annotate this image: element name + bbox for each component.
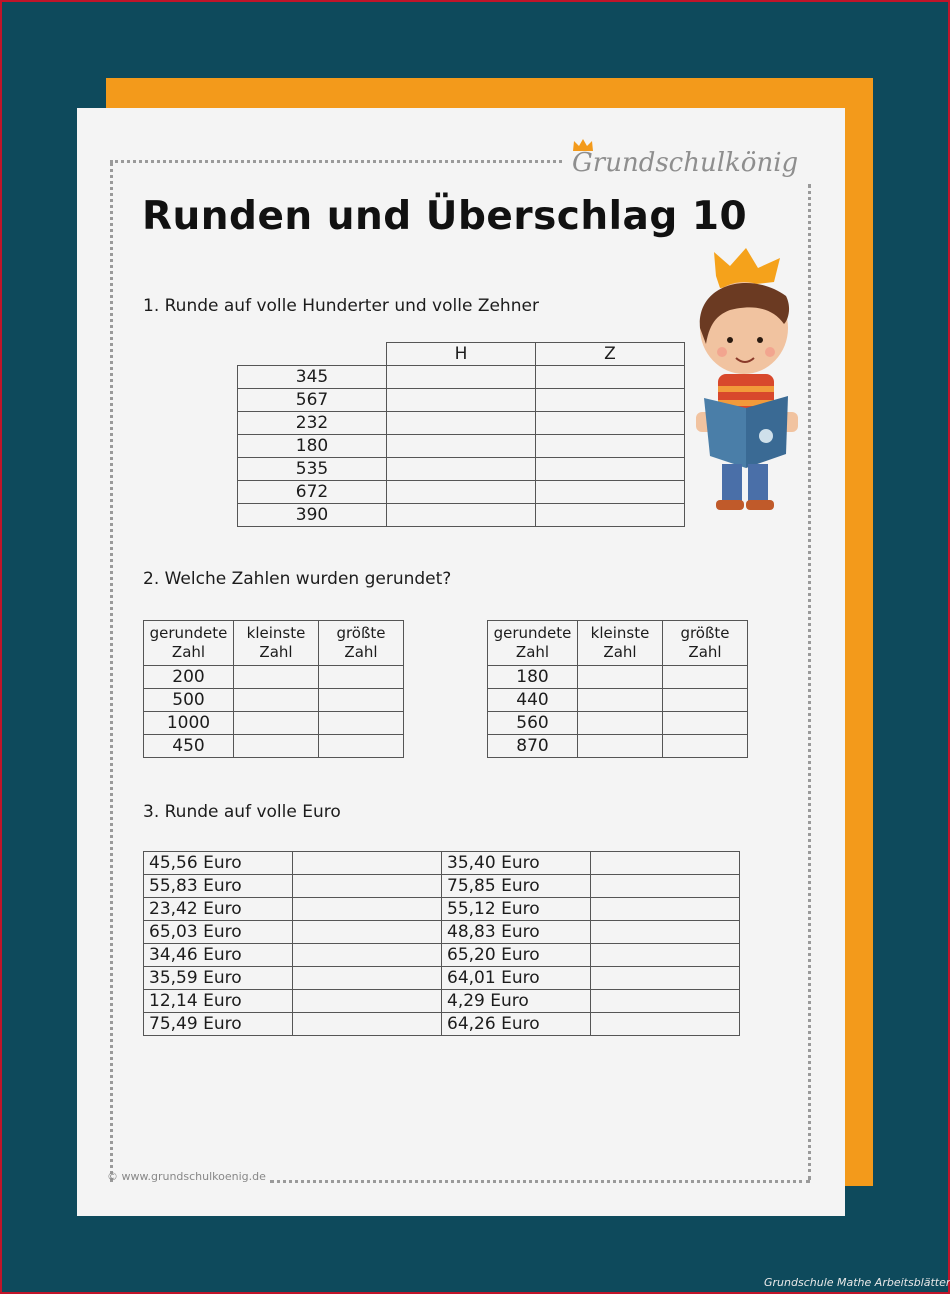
answer-cell-z[interactable]: [536, 435, 685, 458]
table-row: [238, 366, 685, 389]
crown-icon: [714, 248, 780, 288]
amount-cell: 12,14 Euro: [144, 990, 293, 1013]
amount-cell: 23,42 Euro: [144, 898, 293, 921]
number-cell: 535: [238, 458, 387, 481]
table-row: [144, 875, 740, 898]
table-row: [144, 712, 404, 735]
answer-cell[interactable]: [663, 689, 748, 712]
table-row: [238, 389, 685, 412]
number-cell: 345: [238, 366, 387, 389]
table-row: [144, 666, 404, 689]
answer-cell[interactable]: [319, 735, 404, 758]
amount-cell: 45,56 Euro: [144, 852, 293, 875]
rounded-value: 200: [144, 666, 234, 689]
table-row: [144, 921, 740, 944]
task3-heading: 3. Runde auf volle Euro: [143, 802, 341, 822]
amount-cell: 48,83 Euro: [442, 921, 591, 944]
amount-cell: 55,12 Euro: [442, 898, 591, 921]
answer-cell-z[interactable]: [536, 389, 685, 412]
dotted-border-top: [110, 160, 562, 163]
task2-table-left: [143, 620, 404, 758]
rounded-value: 1000: [144, 712, 234, 735]
table-row: [144, 944, 740, 967]
table-row: [488, 712, 748, 735]
answer-cell[interactable]: [663, 666, 748, 689]
table-row: [144, 990, 740, 1013]
answer-cell-z[interactable]: [536, 458, 685, 481]
answer-cell[interactable]: [319, 689, 404, 712]
number-cell: 567: [238, 389, 387, 412]
answer-cell[interactable]: [591, 967, 740, 990]
table-row: [144, 689, 404, 712]
answer-cell[interactable]: [591, 944, 740, 967]
answer-cell[interactable]: [591, 852, 740, 875]
answer-cell[interactable]: [293, 1013, 442, 1036]
answer-cell-z[interactable]: [536, 366, 685, 389]
table-row: [144, 967, 740, 990]
answer-cell[interactable]: [293, 898, 442, 921]
answer-cell[interactable]: [293, 921, 442, 944]
answer-cell[interactable]: [578, 666, 663, 689]
watermark-text: Grundschule Mathe Arbeitsblätter: [764, 1276, 950, 1289]
header-largest-number: größte Zahl: [319, 621, 404, 666]
amount-cell: 35,40 Euro: [442, 852, 591, 875]
answer-cell[interactable]: [591, 1013, 740, 1036]
header-smallest-number: kleinste Zahl: [578, 621, 663, 666]
answer-cell-z[interactable]: [536, 481, 685, 504]
answer-cell[interactable]: [319, 712, 404, 735]
amount-cell: 35,59 Euro: [144, 967, 293, 990]
answer-cell[interactable]: [591, 898, 740, 921]
answer-cell[interactable]: [578, 735, 663, 758]
rounded-value: 870: [488, 735, 578, 758]
number-cell: 390: [238, 504, 387, 527]
answer-cell[interactable]: [591, 990, 740, 1013]
boy-reading-illustration: [690, 248, 814, 514]
footer-url: © www.grundschulkoenig.de: [107, 1170, 266, 1183]
table-row: [488, 666, 748, 689]
amount-cell: 75,49 Euro: [144, 1013, 293, 1036]
answer-cell[interactable]: [663, 712, 748, 735]
answer-cell-h[interactable]: [387, 389, 536, 412]
answer-cell[interactable]: [293, 875, 442, 898]
task2-table-right: [487, 620, 748, 758]
answer-cell-h[interactable]: [387, 504, 536, 527]
table-row: [144, 735, 404, 758]
answer-cell-h[interactable]: [387, 366, 536, 389]
dotted-border-left: [110, 162, 113, 1182]
number-cell: 232: [238, 412, 387, 435]
rounded-value: 180: [488, 666, 578, 689]
task1-heading: 1. Runde auf volle Hunderter und volle Zehner: [143, 296, 539, 316]
amount-cell: 65,03 Euro: [144, 921, 293, 944]
task3-table: [143, 851, 740, 1036]
table-row: [238, 435, 685, 458]
answer-cell[interactable]: [591, 921, 740, 944]
answer-cell-h[interactable]: [387, 435, 536, 458]
amount-cell: 64,26 Euro: [442, 1013, 591, 1036]
table-row: [144, 852, 740, 875]
header-z: Z: [536, 343, 685, 366]
table-row: [238, 481, 685, 504]
header-h: H: [387, 343, 536, 366]
header-smallest-number: kleinste Zahl: [234, 621, 319, 666]
brand-name: Grundschulkönig: [572, 148, 799, 178]
answer-cell-h[interactable]: [387, 458, 536, 481]
rounded-value: 500: [144, 689, 234, 712]
task1-table: [237, 342, 685, 527]
rounded-value: 440: [488, 689, 578, 712]
amount-cell: 65,20 Euro: [442, 944, 591, 967]
amount-cell: 55,83 Euro: [144, 875, 293, 898]
header-rounded-number: gerundete Zahl: [488, 621, 578, 666]
table-row: [488, 735, 748, 758]
answer-cell[interactable]: [234, 689, 319, 712]
answer-cell[interactable]: [319, 666, 404, 689]
answer-cell[interactable]: [234, 666, 319, 689]
answer-cell[interactable]: [591, 875, 740, 898]
header-rounded-number: gerundete Zahl: [144, 621, 234, 666]
answer-cell[interactable]: [234, 735, 319, 758]
table-row: [238, 412, 685, 435]
table-row: [488, 689, 748, 712]
page-title: Runden und Überschlag 10: [142, 194, 748, 239]
answer-cell[interactable]: [578, 689, 663, 712]
answer-cell-z[interactable]: [536, 504, 685, 527]
rounded-value: 450: [144, 735, 234, 758]
answer-cell[interactable]: [293, 967, 442, 990]
answer-cell[interactable]: [293, 944, 442, 967]
answer-cell[interactable]: [293, 990, 442, 1013]
header-largest-number: größte Zahl: [663, 621, 748, 666]
table-row: [238, 458, 685, 481]
amount-cell: 34,46 Euro: [144, 944, 293, 967]
table-row: [144, 898, 740, 921]
answer-cell[interactable]: [234, 712, 319, 735]
answer-cell-h[interactable]: [387, 412, 536, 435]
brand-logo: [572, 146, 818, 182]
table-row: [144, 1013, 740, 1036]
amount-cell: 75,85 Euro: [442, 875, 591, 898]
amount-cell: 64,01 Euro: [442, 967, 591, 990]
rounded-value: 560: [488, 712, 578, 735]
table-row: [238, 504, 685, 527]
answer-cell-z[interactable]: [536, 412, 685, 435]
number-cell: 180: [238, 435, 387, 458]
answer-cell[interactable]: [663, 735, 748, 758]
table-header-blank: [238, 343, 387, 366]
answer-cell-h[interactable]: [387, 481, 536, 504]
number-cell: 672: [238, 481, 387, 504]
task2-heading: 2. Welche Zahlen wurden gerundet?: [143, 569, 452, 589]
amount-cell: 4,29 Euro: [442, 990, 591, 1013]
answer-cell[interactable]: [578, 712, 663, 735]
dotted-border-bottom: [270, 1180, 810, 1183]
answer-cell[interactable]: [293, 852, 442, 875]
